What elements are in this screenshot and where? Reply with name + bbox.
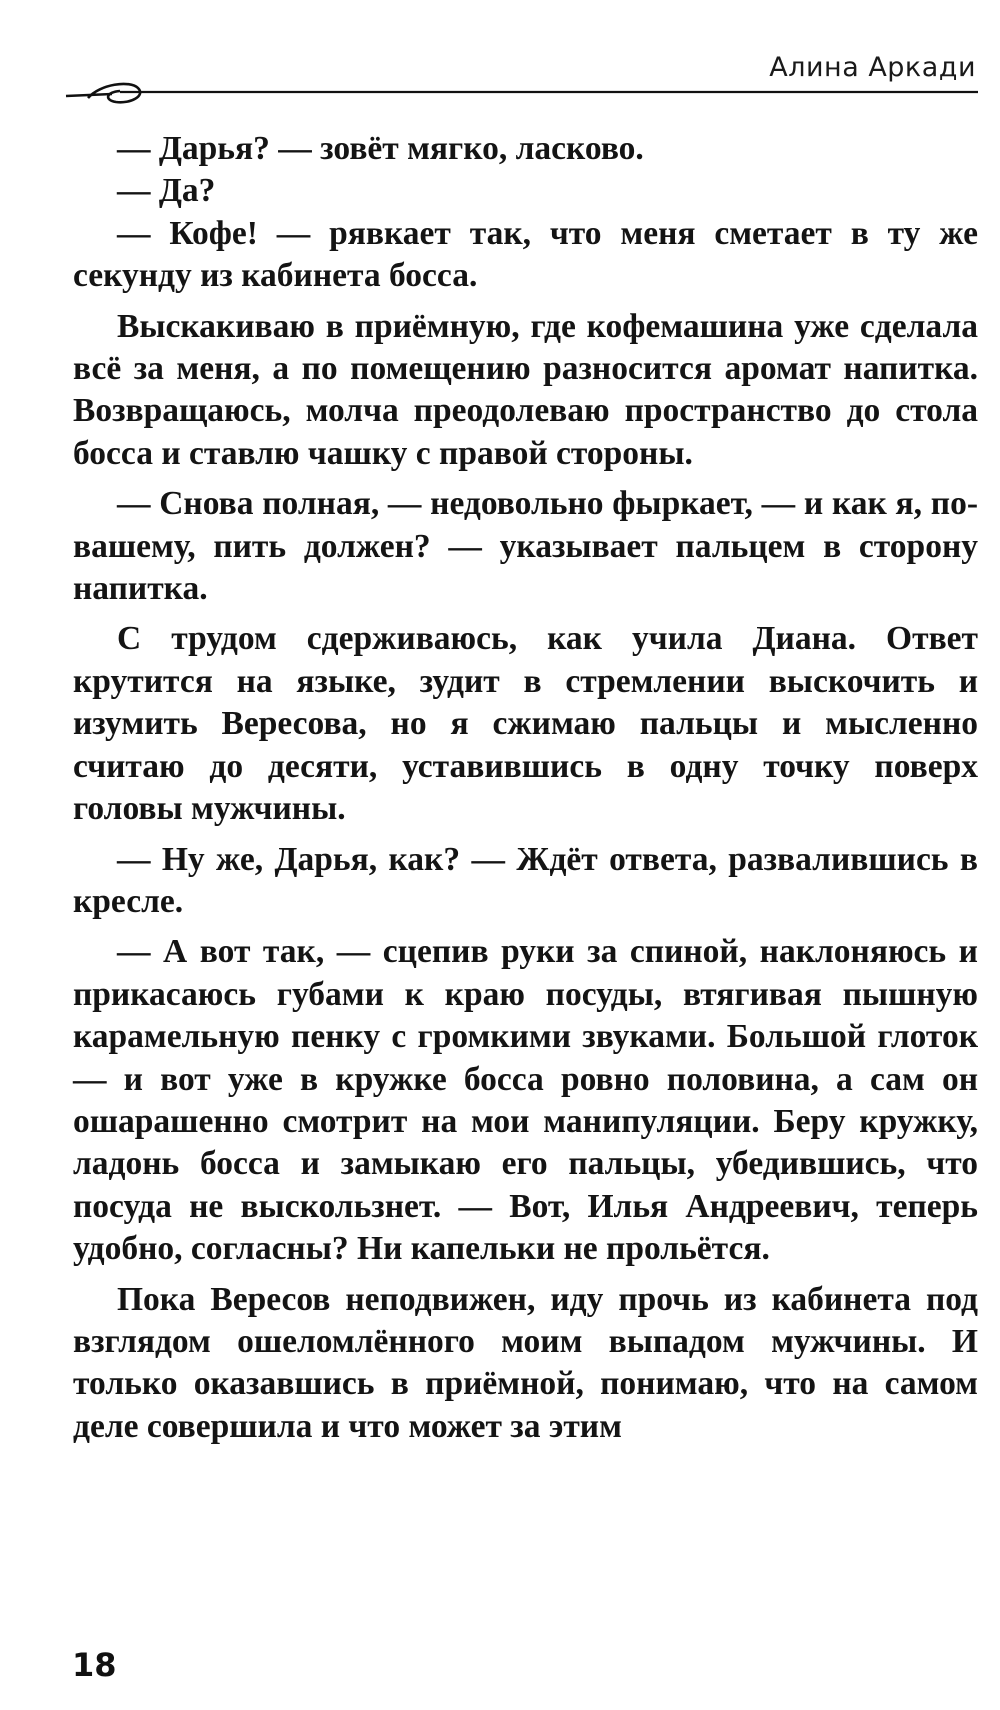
paragraph: — А вот так, — сцепив руки за спиной, наклоняюсь и прикасаюсь губами к краю посуды, втягивая пышную карамельную пенку с громкими звуками. Большой глоток — и вот уже в кружке босса ровно половина, а сам он ошарашенно смотрит на мои манипуляции. Беру кружку, ладонь босса и замыкаю его пальцы, убедившись, что посуда не выскользнет. — Вот, Илья Андреевич, теперь удобно, согласны? Ни капельки не прольётся. [73,933,978,1268]
page-number: 18 [72,1646,117,1684]
paragraph: — Снова полная, — недовольно фыркает, — и как я, по-вашему, пить должен? — указывает пальцем в сторону напитка. [73,485,978,608]
paragraph: Пока Вересов неподвижен, иду прочь из кабинета под взглядом ошеломлённого моим выпадом мужчины. И только оказавшись в приёмной, понимаю, что на самом деле совершила и что может за этим [73,1280,978,1445]
header-author-name: Алина Аркади [769,52,976,83]
paragraph: — Да? [117,172,216,210]
paragraph: С трудом сдерживаюсь, как учила Диана. Ответ крутится на языке, зудит в стремлении выскочить и изумить Вересова, но я сжимаю пальцы и мысленно считаю до десяти, уставившись в одну точку поверх головы мужчины. [73,620,978,828]
swirl-ornament-icon [60,82,980,122]
paragraph: Выскакиваю в приёмную, где кофемашина уже сделала всё за меня, а по помещению разносится аромат напитка. Возвращаюсь, молча преодолеваю пространство до стола босса и ставлю чашку с правой стороны. [73,307,978,472]
paragraph: — Кофе! — рявкает так, что меня сметает в ту же секунду из кабинета босса. [73,214,978,295]
paragraph: — Дарья? — зовёт мягко, ласково. [117,130,644,167]
body-text [73,128,978,1448]
paragraph: — Ну же, Дарья, как? — Ждёт ответа, развалившись в кресле. [73,840,978,920]
